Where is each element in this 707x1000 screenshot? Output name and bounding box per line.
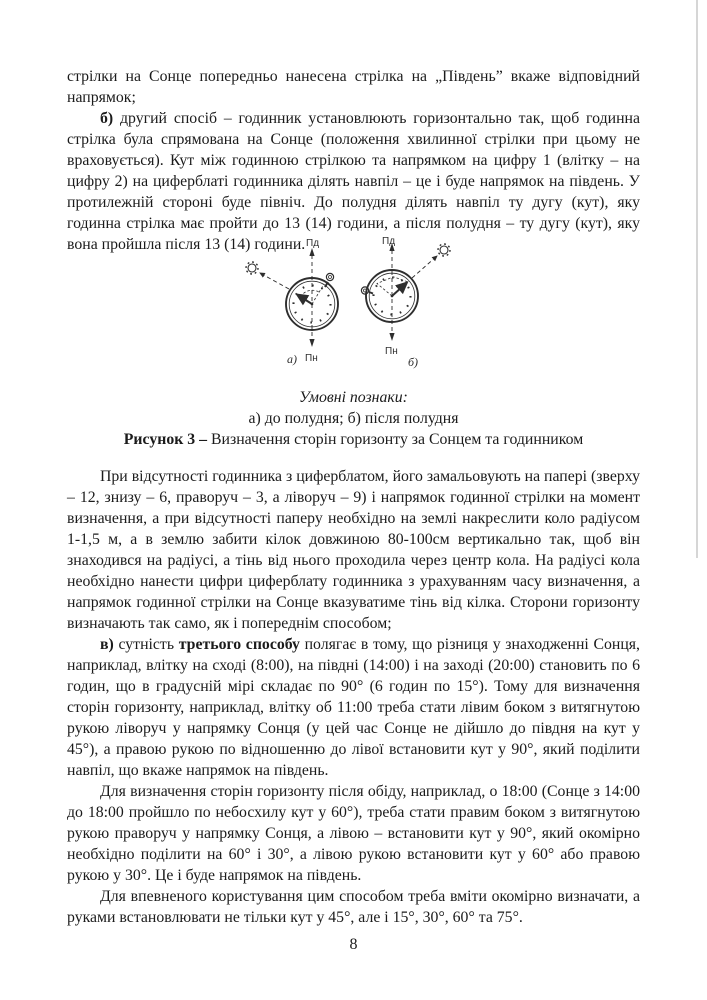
scan-edge-line — [696, 0, 698, 558]
arrow-up-icon — [309, 248, 314, 256]
hour-hand — [297, 295, 312, 305]
list-marker-b: б) — [100, 110, 114, 127]
label-south-left: Пд — [306, 238, 320, 249]
label-south-right: Пд — [382, 236, 396, 247]
sun-icon — [438, 244, 450, 256]
arrow-down-icon — [309, 339, 314, 347]
sun-direction-line — [260, 273, 289, 289]
hour-hand — [392, 283, 407, 297]
label-b: б) — [408, 355, 419, 369]
label-north-left: Пн — [305, 353, 318, 364]
watch-center — [391, 295, 394, 298]
sun-direction-line — [412, 256, 437, 278]
figure-title — [67, 429, 640, 450]
arrow-down-icon — [389, 333, 394, 341]
figure-clock-diagram — [67, 235, 640, 377]
figure-title-text: Визначення сторін горизонту за Сонцем та годинником — [207, 431, 584, 448]
paragraph-text: полягає в тому, що різниця у знаходженні Сонця, наприклад, влітку на сході (8:00), на півдні (14:00) і на заході (20:00) становить по 6 годин, що в градусній мірі складає по 90° (6 годин по 15°). Тому для визначення сторін горизонту, наприклад, влітку об 11:00 треба стати лівим боком з витягнутою рукою ліворуч у напрямку Сонця (у цей час Сонце не дійшло до півдня на кут у 45°), а правою рукою по відношенню до лівої встановити кут у 90°, який поділити навпіл, що вкаже напрямок на південь. — [67, 636, 641, 779]
sun-icon — [246, 262, 258, 274]
emphasis-third-method: третього способу — [178, 636, 300, 653]
paragraph-skill: Для впевненого користування цим способом треба вміти окомірно визначати, а руками встановлювати не тільки кут у 45°, але і 15°, 30°, 60° та 75°. — [67, 888, 640, 926]
legend-title: Умовні познаки: — [299, 389, 408, 406]
paragraph-method-b — [67, 108, 640, 255]
angle-arc — [301, 290, 320, 297]
page-number: 8 — [349, 936, 358, 953]
bisector-ray — [312, 284, 324, 304]
paragraph-afternoon: Для визначення сторін горизонту після обіду, наприклад, о 18:00 (Сонце з 14:00 до 18:00 пройшло по небосхилу кут у 60°), треба стати правим боком з витягнутою рукою праворуч у напрямку Сонця, а лівою – встановити кут у 90°, який окомірно необхідно поділити на 60° і 30°, а лівою рукою встановити кут у 60° або правою рукою у 30°. Це і буде напрямок на південь. — [67, 783, 640, 884]
watch-diagram-after-noon — [361, 243, 450, 341]
watch-diagram-before-noon — [246, 248, 338, 347]
label-a: а) — [287, 352, 297, 366]
paragraph-text: сутність — [113, 636, 179, 653]
figure-number: Рисунок 3 – — [123, 431, 208, 448]
figure-caption — [67, 387, 640, 450]
list-marker-v: в) — [100, 636, 114, 653]
page-body — [67, 66, 640, 928]
paragraph-text: другий спосіб – годинник установлюють горизонтально так, щоб годинна стрілка була спрямована на Сонце (положення хвилинної стрілки при цьому не враховується). Кут між годинною стрілкою та напрямком на цифру 1 (влітку – на цифру 2) на циферблаті годинника ділять навпіл – це і буде напрямок на південь. У протилежній стороні буде північ. До полудня ділять навпіл ту дугу (кут), яку годинна стрілка має пройти до 13 (14) години, а після полудня – ту дугу (кут), яку вона пройшла після 13 (14) години. — [67, 110, 640, 253]
paragraph-method-v — [67, 634, 640, 781]
label-north-right: Пн — [385, 346, 398, 357]
paragraph-no-watch: При відсутності годинника з циферблатом, його замальовують на папері (зверху – 12, знизу – 6, праворуч – 3, а ліворуч – 9) і напрямок годинної стрілки на момент визначення, а при відсутності паперу необхідно на землі накреслити коло радіусом 1-1,5 м, а в землю забити кілок довжиною 80-100см вертикально так, щоб він знаходився на радіусі, а тінь від нього проходила через центр кола. На радіусі кола необхідно нанести цифри циферблату годинника з урахуванням часу визначення, а напрямок годинної стрілки на Сонце вказуватиме тінь від кілка. Сторони горизонту визначають так само, як і попереднім способом; — [67, 468, 640, 632]
paragraph-continuation: стрілки на Сонце попередньо нанесена стрілка на „Південь” вкаже відповідний напрямок; — [67, 68, 640, 106]
sun-and-watch-diagram — [67, 235, 640, 377]
legend-items: а) до полудня; б) після полудня — [248, 410, 459, 427]
watch-center — [311, 303, 314, 306]
